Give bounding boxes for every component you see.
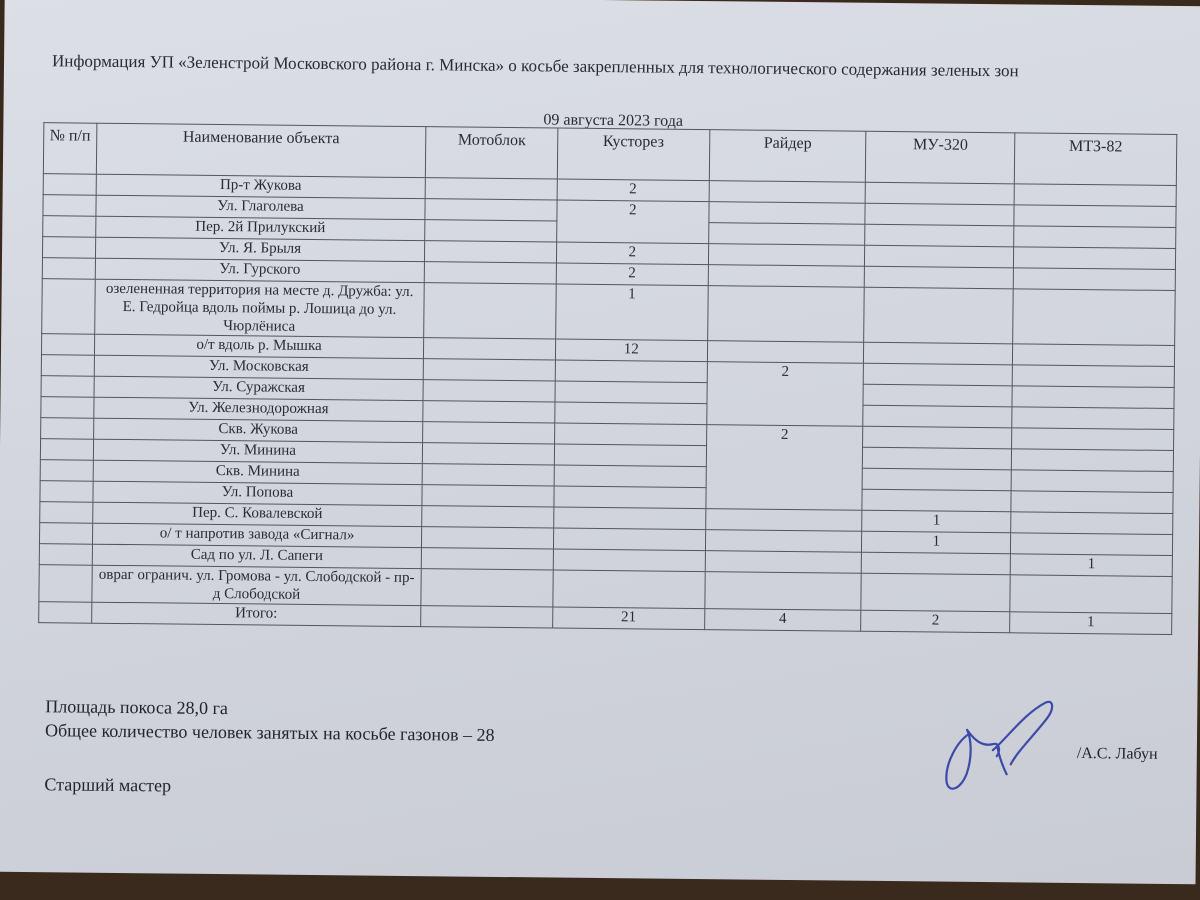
document-date: 09 августа 2023 года — [543, 111, 684, 130]
object-name: Пер. С. Ковалевской — [92, 502, 422, 526]
mtz82-value: 1 — [1010, 554, 1172, 577]
object-name: Ул. Московская — [94, 355, 424, 379]
object-name: Пер. 2й Прилукский — [95, 216, 425, 240]
object-name: Пр-т Жукова — [96, 174, 426, 198]
object-name: Скв. Жукова — [93, 418, 423, 442]
raider-value: 2 — [706, 425, 864, 511]
total-kustorez: 21 — [553, 607, 705, 630]
object-name: Скв. Минина — [93, 460, 423, 484]
object-name: Ул. Минина — [93, 439, 423, 463]
header-name: Наименование объекта — [96, 123, 426, 177]
kustorez-value: 2 — [556, 242, 708, 265]
kustorez-value: 2 — [557, 200, 709, 244]
position-title: Старший мастер — [44, 774, 172, 796]
signatory-name: /А.С. Лабун — [1076, 745, 1158, 763]
object-name: Ул. Глаголева — [96, 195, 426, 219]
kustorez-value: 1 — [556, 284, 708, 341]
object-name: овраг огранич. ул. Громова - ул. Слободской - пр-д Слободской — [91, 565, 421, 605]
people-count: Общее количество человек занятых на косьбе газонов – 28 — [44, 720, 495, 745]
object-name: Ул. Я. Брыля — [95, 237, 425, 261]
handwritten-signature — [926, 693, 1067, 804]
header-motoblok: Мотоблок — [426, 127, 558, 179]
mowing-table — [38, 122, 1177, 635]
object-name: Ул. Попова — [93, 481, 423, 505]
kustorez-value: 12 — [555, 339, 707, 362]
total-label: Итого: — [91, 602, 421, 626]
total-mu320: 2 — [861, 610, 1010, 633]
object-name: озелененная территория на месте д. Дружба: ул. Е. Гедройца вдоль поймы р. Лошица до ул. Чюрлёниса — [94, 279, 424, 337]
mu320-value: 1 — [862, 531, 1011, 554]
object-name: Ул. Суражская — [94, 376, 424, 400]
object-name: Ул. Гурского — [95, 258, 425, 282]
kustorez-value: 2 — [556, 263, 708, 286]
object-name: Сад по ул. Л. Сапеги — [92, 544, 422, 568]
object-name: о/ т напротив завода «Сигнал» — [92, 523, 422, 547]
header-raider: Райдер — [709, 130, 866, 183]
header-mu320: МУ-320 — [866, 131, 1015, 184]
object-name: Ул. Железнодорожная — [93, 397, 423, 421]
object-name: о/т вдоль р. Мышка — [94, 334, 424, 358]
total-mtz82: 1 — [1010, 612, 1172, 635]
document-title: Информация УП «Зеленстрой Московского района г. Минска» о косьбе закрепленных для технологического содержания зеленых зон — [51, 51, 1019, 81]
total-raider: 4 — [704, 609, 861, 632]
mowing-area: Площадь покоса 28,0 га — [45, 696, 229, 719]
raider-value: 2 — [706, 362, 863, 427]
header-num: № п/п — [43, 123, 96, 175]
mu320-value: 1 — [862, 510, 1011, 533]
header-mtz82: МТЗ-82 — [1014, 133, 1176, 186]
header-kustorez: Кусторез — [557, 128, 709, 181]
kustorez-value: 2 — [557, 179, 709, 202]
